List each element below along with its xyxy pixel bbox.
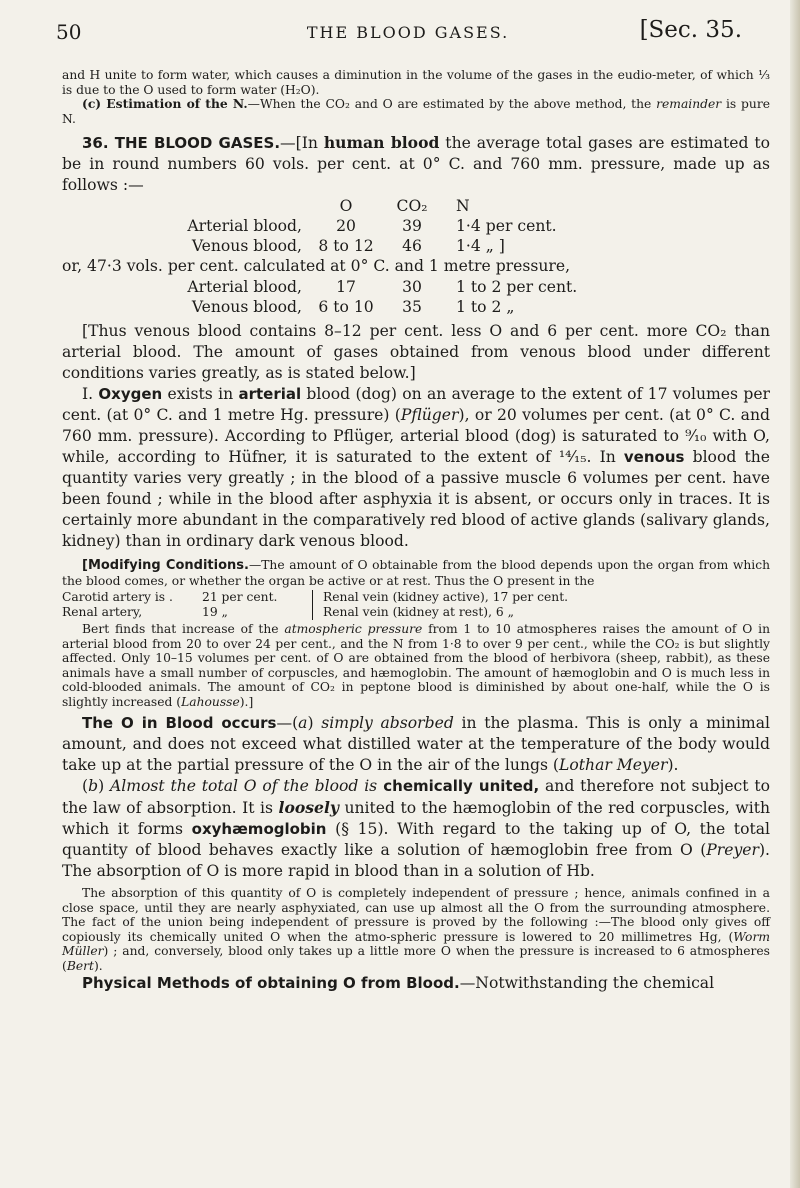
oxyhaemoglobin-term: oxyhæmoglobin xyxy=(191,820,327,838)
part-b-text: (§ 15). With regard to the taking up of O, the total quantity of blood behaves exactly like a solution of hæmoglobin free from O ( xyxy=(62,820,771,859)
modifying-heading: [Modifying Conditions. xyxy=(82,558,249,573)
col-o: O xyxy=(339,197,353,215)
pfluger-citation: Pflüger xyxy=(400,406,459,424)
section36-paragraph xyxy=(62,132,770,196)
col-n: N xyxy=(456,197,470,215)
row-label: Arterial blood, xyxy=(187,217,302,235)
running-header xyxy=(56,14,760,46)
bert-paragraph xyxy=(62,622,770,709)
section36-heading: 36. THE BLOOD GASES. xyxy=(82,134,281,152)
arterial-word: arterial xyxy=(238,385,302,403)
cell-n: 1 to 2 per cent. xyxy=(456,278,578,296)
gas-table-1-metre xyxy=(62,277,586,317)
section36-bracket: —[In xyxy=(280,134,318,152)
o-in-blood-text: in the plasma. This is only a minimal amount, and does not exceed what distilled water at the temperature of the body would take up at the partial pressure of the O in the air of the lungs ( xyxy=(62,714,770,774)
absorption-note-paragraph xyxy=(62,886,770,973)
part-b-text: ) xyxy=(98,777,110,795)
fraction-nine-tenths: ⁹⁄₁₀ xyxy=(685,427,707,445)
cell-o: 6 to 10 xyxy=(318,298,374,316)
part-b-paragraph xyxy=(62,776,770,882)
physical-methods-text: —Notwithstanding the chemical xyxy=(459,974,715,992)
bert-text: Bert finds that increase of the xyxy=(82,622,285,636)
intro-paragraph xyxy=(62,68,770,97)
section-label: [Sec. 35. xyxy=(639,17,742,43)
modifying-text: —The amount of O obtainable from the blood depends upon the organ from which the blood comes, or whether the organ be active or at rest. Thus the O present in the xyxy=(62,558,771,588)
intro-text: and H unite to form water, which causes a diminution in the volume of the gases in the eudio-meter, of which ⅓ is due to the O used to form water (H₂O). xyxy=(62,68,770,97)
item-a: a xyxy=(298,714,308,732)
estimation-label: (c) Estimation of the N. xyxy=(82,96,248,111)
modifying-paragraph xyxy=(62,558,770,588)
cell-co2: 30 xyxy=(402,278,422,296)
page-body xyxy=(62,68,770,994)
table-row xyxy=(62,590,743,605)
absorption-text: ). xyxy=(93,958,103,973)
simply-absorbed-term: simply absorbed xyxy=(321,714,454,732)
worm-muller-citation: Worm Müller xyxy=(62,929,770,958)
row-label: Venous blood, xyxy=(191,298,302,316)
gas-table-header xyxy=(62,196,586,216)
oxygen-text: exists in xyxy=(162,385,239,403)
part-b-text: united to the hæmoglobin of the red corpuscles, with which it forms xyxy=(62,799,771,838)
absorption-text: ) ; and, conversely, blood only takes up a little more O when the pressure is increased to 6 atmospheres ( xyxy=(62,944,770,973)
human-blood-phrase: human blood xyxy=(323,133,440,152)
table-row xyxy=(62,277,586,297)
page-edge-shadow xyxy=(790,0,800,1188)
oxygen-text: blood (dog) on an average to the extent of 17 volumes per cent. (at 0° C. and 1 metre Hg. pressure) ( xyxy=(62,385,771,424)
cell-co2: 35 xyxy=(402,298,422,316)
physical-methods-heading: Physical Methods of obtaining O from Blood. xyxy=(82,974,460,992)
item-b: b xyxy=(88,777,99,795)
section36-text: the average total gases are estimated to be in round numbers 60 vols. per cent. at 0° C. and 760 mm. pressure, made up as follows :— xyxy=(62,134,771,194)
fraction-fourteen-fifteenths: ¹⁴⁄₁₅ xyxy=(558,448,587,466)
o-in-blood-heading: The O in Blood occurs xyxy=(82,714,277,732)
estimation-text: —When the CO₂ and O are estimated by the above method, the xyxy=(247,97,652,111)
cell-n: 1·4 per cent. xyxy=(456,217,557,235)
cmp-left: Carotid artery is . xyxy=(62,590,173,604)
part-b-text: ( xyxy=(82,777,89,795)
running-title: THE BLOOD GASES. xyxy=(306,23,510,42)
bert-text: ).] xyxy=(239,694,254,709)
remainder-word: remainder xyxy=(656,97,722,111)
part-b-text: and therefore not subject to the law of absorption. It is xyxy=(62,777,770,817)
oxygen-text: . In xyxy=(586,448,624,466)
oxygen-paragraph xyxy=(62,384,770,552)
o-in-blood-paragraph xyxy=(62,713,770,776)
cmp-right: Renal vein (kidney active), 17 per cent. xyxy=(313,590,744,605)
cell-co2: 46 xyxy=(402,237,422,255)
oxygen-lead: I. xyxy=(82,385,99,403)
absorption-text: The absorption of this quantity of O is completely independent of pressure ; hence, animals confined in a close space, until they are nearly asphyxiated, can use up almost all the O from the surrounding atmosphere. The fact of the union being independent of pressure is proved by the following :—The blood only gives off copiously its chemically united O when the atmo-spheric pressure is lowered to 20 millimetres Hg, ( xyxy=(62,886,770,944)
cmp-left: Renal artery, xyxy=(62,605,143,619)
table-row xyxy=(62,605,743,620)
cmp-left-value: 21 per cent. xyxy=(202,590,278,604)
oxygen-heading: Oxygen xyxy=(98,385,163,403)
oxygen-text: ), or 20 volumes per cent. (at 0° C. and 760 mm. pressure). According to Pflüger, arterial blood (dog) is saturated to xyxy=(62,406,770,445)
remainder-rest: is pure N. xyxy=(62,97,770,126)
cell-o: 17 xyxy=(336,278,356,296)
preyer-citation: Preyer xyxy=(706,841,759,859)
cell-o: 20 xyxy=(336,217,356,235)
venous-word: venous xyxy=(623,448,685,466)
cell-n: 1 to 2 „ xyxy=(456,298,515,316)
cmp-right: Renal vein (kidney at rest), 6 „ xyxy=(313,605,744,620)
cell-o: 8 to 12 xyxy=(318,237,374,255)
gas-table-760mm xyxy=(62,196,586,256)
cell-co2: 39 xyxy=(402,217,422,235)
o-in-blood-text: ). xyxy=(667,756,679,774)
o-in-blood-text: —( xyxy=(276,714,299,732)
page-number: 50 xyxy=(56,20,82,44)
bert-citation: Bert xyxy=(66,958,94,973)
thus-paragraph: [Thus venous blood contains 8–12 per cent. less O and 6 per cent. more CO₂ than arterial blood. The amount of gases obtained from venous blood under different conditions varies greatly, as is stated below.] xyxy=(62,322,770,382)
or-line: or, 47·3 vols. per cent. calculated at 0° C. and 1 metre pressure, xyxy=(62,257,571,275)
row-label: Arterial blood, xyxy=(187,278,302,296)
lahousse-citation: Lahousse xyxy=(181,694,240,709)
oxygen-text: blood the quantity varies very greatly ; in the blood of a passive muscle 6 volumes per cent. have been found ; while in the blood after asphyxia it is absent, or occurs only in traces. It is certainly more abundant in the comparatively red blood of active glands (salivary glands, kidney) than in ordinary dark venous blood. xyxy=(62,448,770,550)
chemically-united-term: chemically united, xyxy=(377,777,540,795)
col-co2: CO₂ xyxy=(396,197,428,215)
table-row xyxy=(62,297,586,317)
physical-methods-paragraph xyxy=(62,973,770,994)
cmp-left-value: 19 „ xyxy=(202,605,228,619)
row-label: Venous blood, xyxy=(191,237,302,255)
lothar-meyer-citation: Lothar Meyer xyxy=(559,756,668,774)
table-row xyxy=(62,236,586,256)
renal-comparison-table xyxy=(62,590,743,620)
atmospheric-pressure-term: atmospheric pressure xyxy=(284,622,423,636)
table-row xyxy=(62,216,586,236)
estimation-paragraph xyxy=(62,97,770,126)
cell-n: 1·4 „ ] xyxy=(456,237,505,255)
bert-text: from 1 to 10 atmospheres raises the amount of O in arterial blood from 20 to over 24 per cent., and the N from 1·8 to over 9 per cent., while the CO₂ is but slightly affected. Only 10–15 volumes per cent. of O are obtained from the blood of herbivora (sheep, rabbit), as these animals have a small number of corpuscles, and hæmoglobin. The amount of hæmoglobin and O is much less in cold-blooded animals. The amount of CO₂ in peptone blood is diminished by about one-half, while the O is slightly increased ( xyxy=(62,622,770,709)
loosely-term: loosely xyxy=(278,798,339,817)
part-b-text: ). The absorption of O is more rapid in blood than in a solution of Hb. xyxy=(62,841,770,880)
almost-total-o-term: Almost the total O of the blood is xyxy=(109,777,378,795)
oxygen-text: with O, while, according to Hüfner, it is saturated to the extent of xyxy=(62,427,770,466)
o-in-blood-text: ) xyxy=(307,714,322,732)
